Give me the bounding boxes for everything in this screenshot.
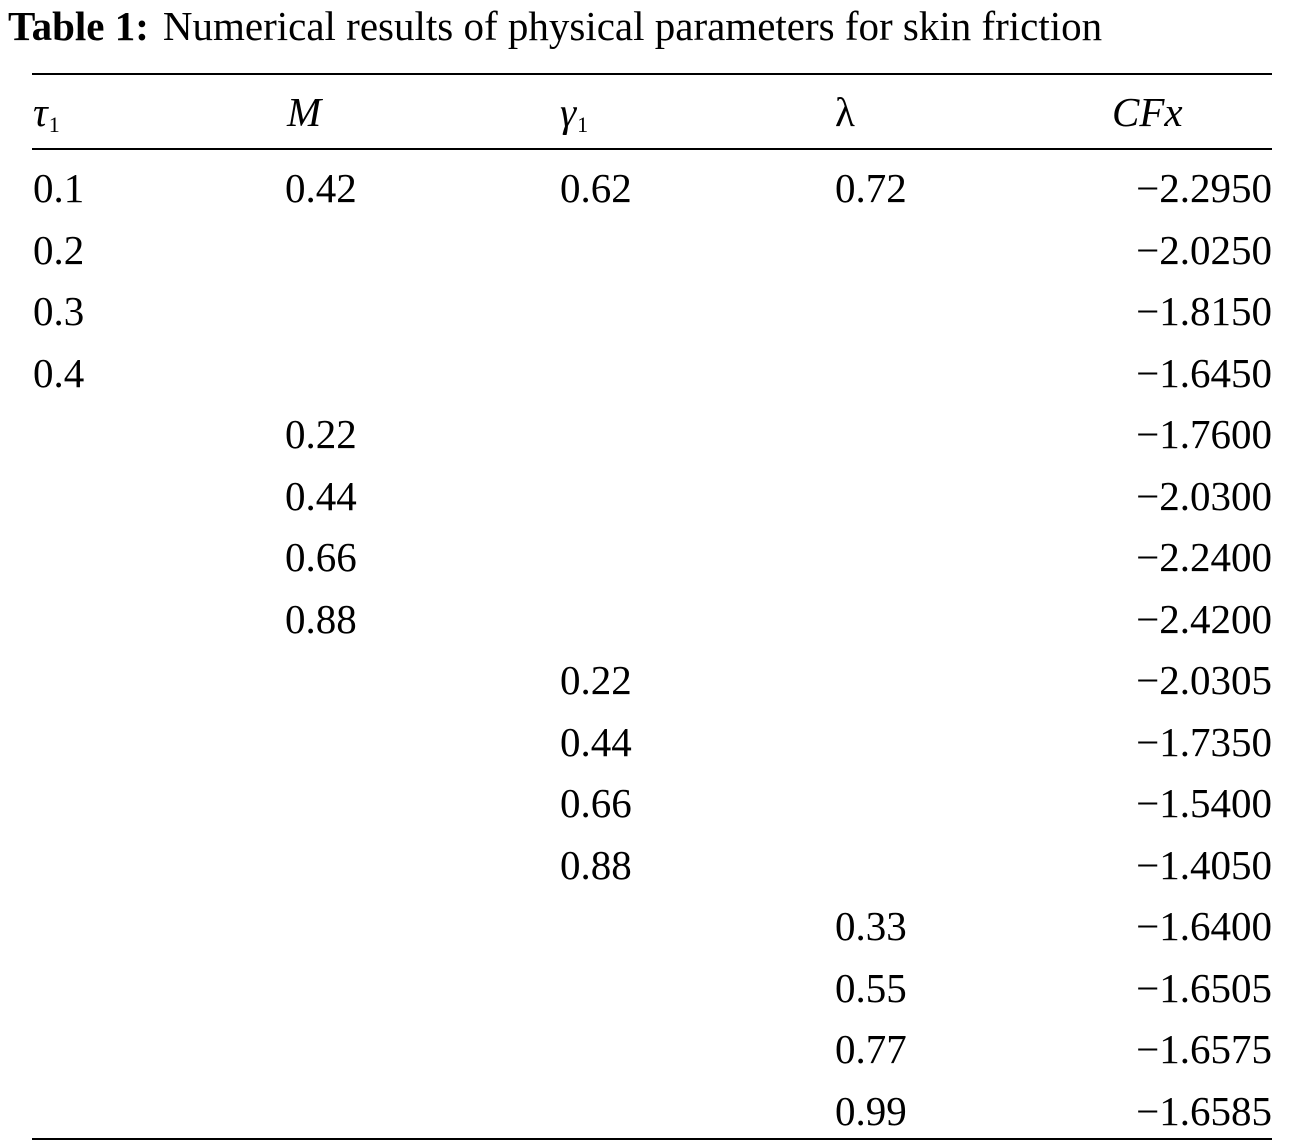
table-cell: 0.77 [835, 1026, 907, 1072]
table-cell: 0.22 [560, 657, 632, 703]
table-cell: 0.72 [835, 165, 907, 211]
table-cell: −2.4200 [1136, 596, 1272, 642]
table-cell: −1.7350 [1136, 719, 1272, 765]
table-cell: −2.0305 [1136, 657, 1272, 703]
table-cell: −1.6505 [1136, 965, 1272, 1011]
table-cell: 0.62 [560, 165, 632, 211]
table-bottom-rule [32, 1138, 1272, 1140]
column-header-symbol: λ [835, 89, 855, 135]
column-header-m [287, 88, 321, 136]
column-header-subscript: 1 [48, 112, 60, 137]
column-header-symbol: γ [560, 89, 577, 135]
column-header-tau1 [33, 88, 60, 143]
table-header-rule [32, 148, 1272, 150]
table-cell: 0.33 [835, 903, 907, 949]
table-cell: −2.2400 [1136, 534, 1272, 580]
table-cell: 0.88 [560, 842, 632, 888]
table-cell: 0.44 [560, 719, 632, 765]
table-cell: −2.0300 [1136, 473, 1272, 519]
table-cell: 0.55 [835, 965, 907, 1011]
column-header-cfx [1112, 88, 1183, 136]
table-caption-text: Numerical results of physical parameters for skin friction [162, 3, 1103, 49]
column-header-subscript: 1 [577, 112, 589, 137]
table-top-rule [32, 73, 1272, 75]
table-cell: −2.0250 [1136, 227, 1272, 273]
table-caption [8, 2, 1102, 50]
table-cell: 0.99 [835, 1088, 907, 1134]
table-cell: −1.6585 [1136, 1088, 1272, 1134]
table-cell: 0.4 [33, 350, 85, 396]
table-cell: 0.66 [285, 534, 357, 580]
column-header-gamma1 [560, 88, 588, 143]
table-cell: −1.6400 [1136, 903, 1272, 949]
column-header-symbol: CFx [1112, 89, 1183, 135]
table-cell: −1.7600 [1136, 411, 1272, 457]
table-cell: 0.22 [285, 411, 357, 457]
table-cell: −1.5400 [1136, 780, 1272, 826]
table-cell: −1.6450 [1136, 350, 1272, 396]
table-cell: −1.8150 [1136, 288, 1272, 334]
column-header-lambda [835, 88, 855, 136]
table-caption-label: Table 1: [8, 3, 149, 49]
table-cell: −1.4050 [1136, 842, 1272, 888]
table-cell: −1.6575 [1136, 1026, 1272, 1072]
table-cell: −2.2950 [1136, 165, 1272, 211]
table-cell: 0.42 [285, 165, 357, 211]
table-cell: 0.2 [33, 227, 85, 273]
table-cell: 0.3 [33, 288, 85, 334]
table-cell: 0.44 [285, 473, 357, 519]
column-header-symbol: M [287, 89, 322, 135]
table-cell: 0.1 [33, 165, 85, 211]
column-header-symbol: τ [33, 89, 48, 135]
table-cell: 0.66 [560, 780, 632, 826]
table-cell: 0.88 [285, 596, 357, 642]
